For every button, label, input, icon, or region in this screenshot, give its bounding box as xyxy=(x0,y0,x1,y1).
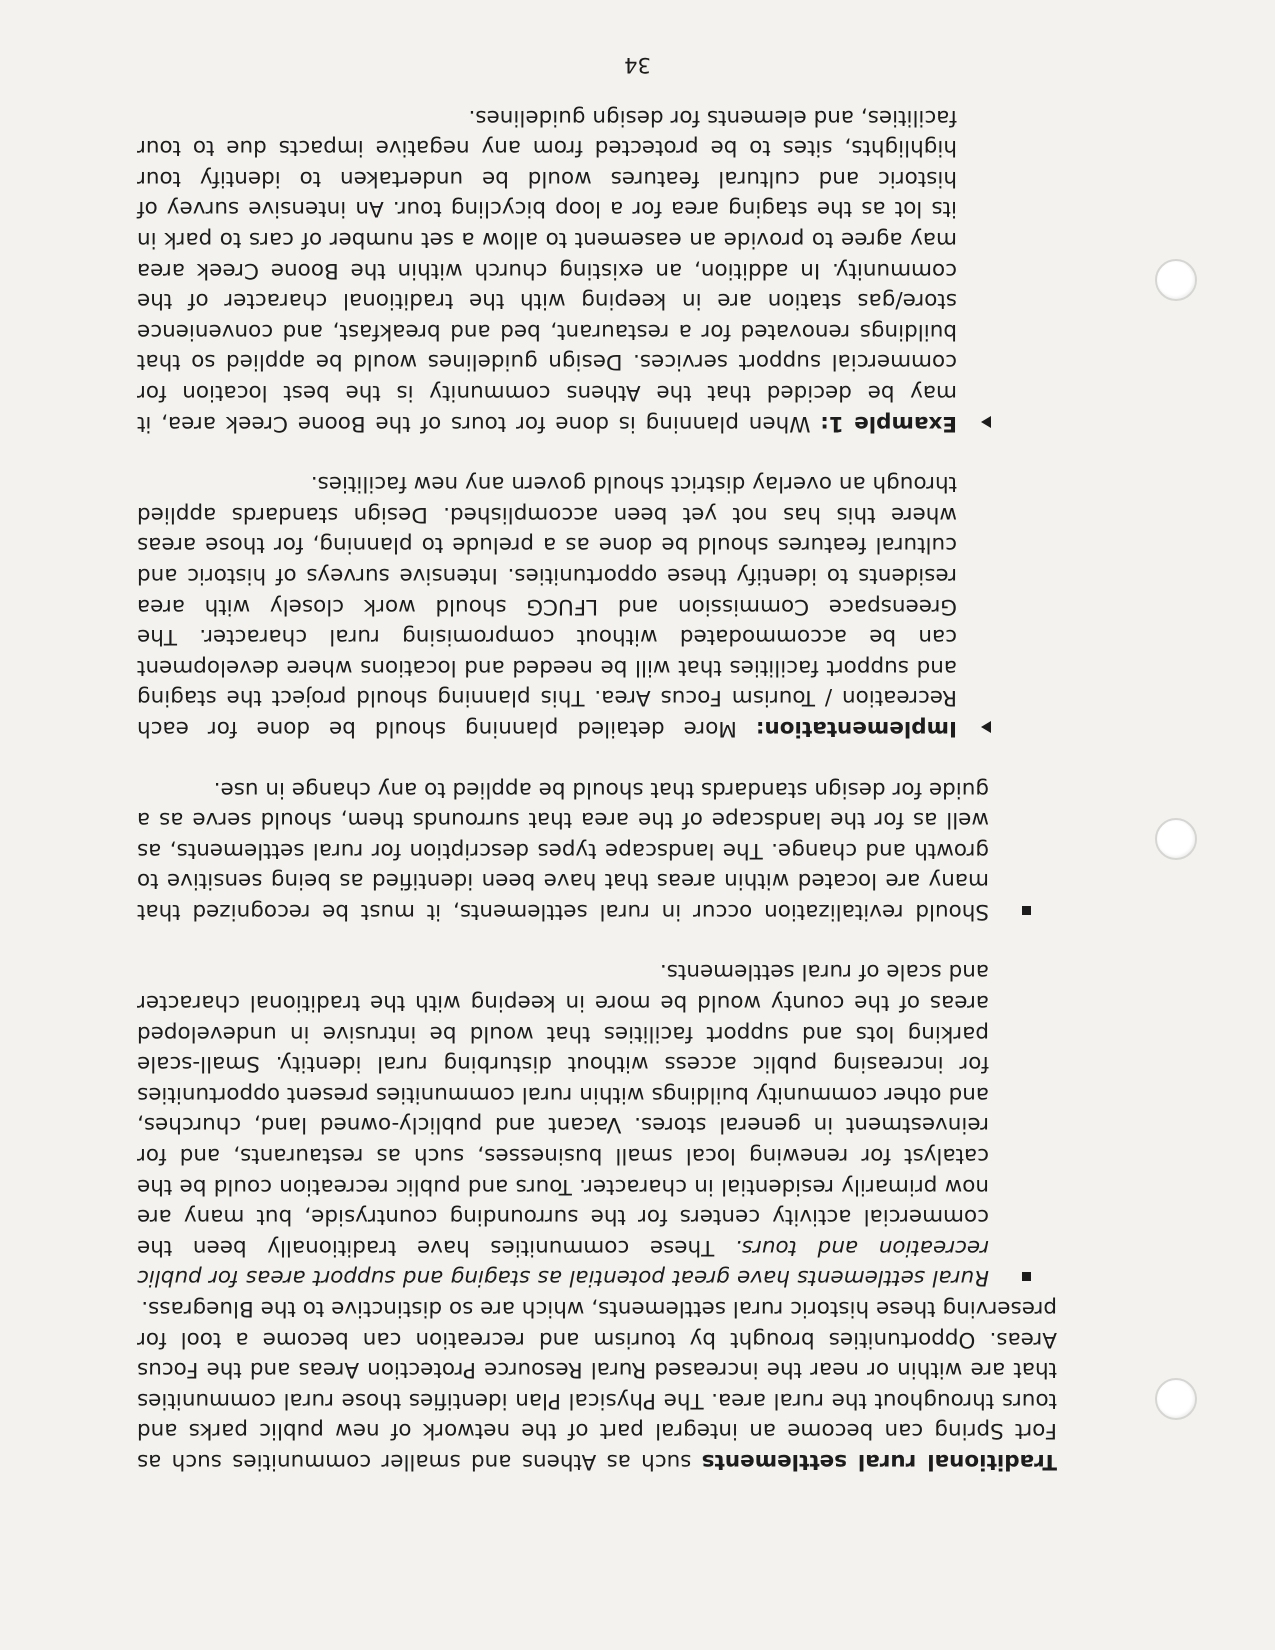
bullet-item-1 xyxy=(137,956,1057,1293)
page-content xyxy=(137,71,1057,1476)
bullet-1-text: These communities have traditionally been the commercial activity centers for the surrounding countryside, but many are now primarily residential in character. Tours and public recreation could be the catalyst for renewing local small businesses, such as restaurants, and for reinvestment in general stores. Vacant and publicly-owned land, churches, and other community buildings within rural communities present opportunities for increasing public access without disturbing rural identity. Small-scale parking lots and support facilities that would be intrusive in undeveloped areas of the county would be more in keeping with the traditional character and scale of rural settlements. xyxy=(137,959,989,1260)
intro-heading: Traditional rural settlements xyxy=(701,1449,1057,1474)
bullet-item-2 xyxy=(137,773,1057,926)
bullet-1-italic: Rural settlements have great potential as staging and support areas for public recreation and tours. xyxy=(137,1234,989,1291)
bullet-2-text: Should revitalization occur in rural settlements, it must be recognized that many are located within areas that have been identified as being sensitive to growth and change. The landscape types description for rural settlements, as well as for the landscape of the area that surrounds them, should serve as a guide for design standards that should be applied to any change in use. xyxy=(137,776,989,924)
triangle-bullet-icon xyxy=(981,721,991,733)
example-item xyxy=(137,101,1057,438)
page-number: 34 xyxy=(624,53,651,77)
intro-paragraph xyxy=(137,1292,1057,1476)
binder-hole-bottom xyxy=(1155,1378,1197,1420)
example-label: Example 1: xyxy=(820,410,957,436)
triangle-bullet-icon xyxy=(981,416,991,428)
binder-hole-middle xyxy=(1155,818,1197,860)
intro-text: such as Athens and smaller communities such as Fort Spring can become an integral part of the network of new public parks and tours throughout the rural area. The Physical Plan identifies those rural communities that are within or near the increased Rural Resource Protection Areas and the Focus Areas. Opportunities brought by tourism and recreation can become a tool for preserving these historic rural settlements, which are so distinctive to the Bluegrass. xyxy=(136,1296,1057,1474)
square-bullet-icon xyxy=(1022,906,1031,915)
implementation-text: More detailed planning should be done for each Recreation / Tourism Focus Area. This planning should project the staging and support facilities that will be needed and locations where development can be accommodated without compromising rural character. The Greenspace Commission and LFUCG should work closely with area residents to identify these opportunities. Intensive surveys of historic and cultural features should be done as a prelude to planning, for those areas where this has not yet been accomplished. Design standards applied through an overlay district should govern any new facilities. xyxy=(137,471,957,741)
square-bullet-icon xyxy=(1022,1272,1031,1281)
implementation-label: Implementation: xyxy=(755,715,957,741)
binder-hole-top xyxy=(1155,259,1197,301)
example-text: When planning is done for tours of the Boone Creek area, it may be decided that the Athens community is the best location for commercial support services. Design guidelines would be applied so that buildings renovated for a restaurant, bed and breakfast, and convenience store/gas station are in keeping with the traditional character of the community. In addition, an existing church within the Boone Creek area may agree to provide an easement to allow a set number of cars to park in its lot as the staging area for a loop bicycling tour. An intensive survey of historic and cultural features would be undertaken to identify tour highlights, sites to be protected from any negative impacts due to tour facilities, and elements for design guidelines. xyxy=(137,104,957,436)
implementation-item xyxy=(137,468,1057,743)
